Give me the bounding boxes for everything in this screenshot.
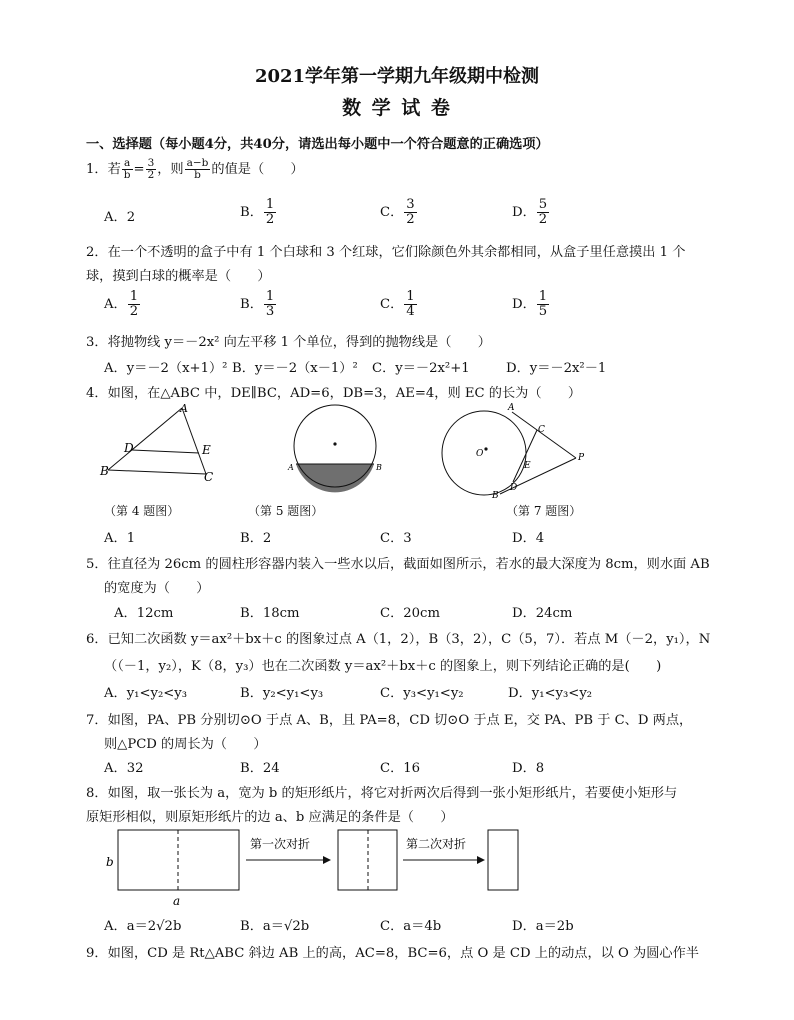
figure-5-circle	[284, 402, 394, 494]
question-2-line-1: 2．在一个不透明的盒子中有 1 个白球和 3 个红球，它们除颜色外其余都相同，从盒子里任意摸出 1 个	[86, 245, 686, 260]
q1-option-a[interactable]: A．2	[104, 210, 136, 225]
q2-option-c[interactable]: C． $\frac{1}{4}$	[380, 289, 415, 319]
q8-option-a[interactable]: A．a＝2√2b	[104, 919, 182, 934]
q7-option-c[interactable]: C．16	[380, 761, 421, 776]
q8-option-d[interactable]: D．a＝2b	[512, 919, 574, 934]
q6-option-c[interactable]: C．y₃<y₁<y₂	[380, 686, 464, 701]
q2-option-a[interactable]: A． $\frac{1}{2}$	[104, 289, 139, 319]
fig4-label-d: D	[124, 441, 134, 455]
q8-option-c[interactable]: C．a＝4b	[380, 919, 442, 934]
fig8-fold-2: 第二次对折	[406, 837, 467, 851]
fig4-label-b: B	[100, 464, 109, 478]
q7-option-d[interactable]: D．8	[512, 761, 545, 776]
q3-option-d[interactable]: D．y＝－2x²－1	[506, 361, 607, 376]
fig7-label-p: P	[578, 453, 585, 463]
q3-option-b[interactable]: B．y＝－2（x－1）²	[232, 361, 358, 376]
q3-option-c[interactable]: C．y＝－2x²+1	[372, 361, 470, 376]
figure-4-triangle	[96, 402, 236, 492]
figure-7-tangents	[440, 398, 590, 502]
question-7-line-1: 7．如图，PA、PB 分别切⊙O 于点 A、B，且 PA=8，CD 切⊙O 于点 E，交 PA、PB 于 C、D 两点，	[86, 713, 693, 728]
q1-option-d[interactable]: D． $\frac{5}{2}$	[512, 197, 548, 227]
question-8-line-1: 8．如图，取一张长为 a，宽为 b 的矩形纸片，将它对折两次后得到一张小矩形纸片，若要使小矩形与	[86, 786, 678, 801]
exam-title: 2021学年第一学期九年级期中检测	[254, 66, 540, 87]
q6-option-b[interactable]: B．y₂<y₁<y₃	[240, 686, 324, 701]
question-2-line-2: 球，摸到白球的概率是（ ）	[86, 269, 271, 284]
question-6-line-2: （（－1，y₂），K（8，y₃）也在二次函数 y＝ax²＋bx＋c 的图象上，则下列结论正确的是( )	[104, 659, 662, 674]
fig5-caption: （第 5 题图）	[248, 504, 324, 518]
q6-option-a[interactable]: A．y₁<y₂<y₃	[104, 686, 188, 701]
q1-option-c[interactable]: C． $\frac{3}{2}$	[380, 197, 415, 227]
q4-option-b[interactable]: B．2	[240, 531, 272, 546]
fig5-label-b: B	[376, 463, 382, 472]
exam-subtitle: 数 学 试 卷	[342, 97, 452, 119]
question-3: 3．将抛物线 y＝－2x² 向左平移 1 个单位，得到的抛物线是（ ）	[86, 335, 491, 350]
q5-option-a[interactable]: A．12cm	[114, 606, 174, 621]
question-1: 1．若 $\frac{a}{b}$ = $\frac{3}{2}$ ，则 $\frac{a-b}{b}$ 的值是（ ）	[86, 157, 304, 182]
q2-option-d[interactable]: D． $\frac{1}{5}$	[512, 289, 548, 319]
fig7-label-c: C	[538, 425, 545, 435]
q6-option-d[interactable]: D．y₁<y₃<y₂	[508, 686, 593, 701]
fig4-label-c: C	[204, 470, 214, 484]
q8-option-b[interactable]: B．a＝√2b	[240, 919, 310, 934]
fig7-label-d: D	[510, 483, 518, 493]
q5-option-c[interactable]: C．20cm	[380, 606, 440, 621]
question-5-line-2: 的宽度为（ ）	[104, 581, 210, 596]
fig4-caption: （第 4 题图）	[104, 504, 180, 518]
fig7-caption: （第 7 题图）	[506, 504, 582, 518]
question-7-line-2: 则△PCD 的周长为（ ）	[104, 737, 267, 752]
question-8-line-2: 原矩形相似，则原矩形纸片的边 a、b 应满足的条件是（ ）	[86, 810, 454, 825]
fig7-label-a: A	[508, 403, 515, 413]
q5-option-b[interactable]: B．18cm	[240, 606, 300, 621]
fig7-label-o: O	[476, 449, 484, 459]
fig8-label-b: b	[106, 855, 114, 869]
q7-option-a[interactable]: A．32	[104, 761, 144, 776]
q7-option-b[interactable]: B．24	[240, 761, 280, 776]
q5-option-d[interactable]: D．24cm	[512, 606, 573, 621]
q4-option-c[interactable]: C．3	[380, 531, 412, 546]
q4-option-d[interactable]: D．4	[512, 531, 545, 546]
question-4: 4．如图，在△ABC 中，DE∥BC，AD=6，DB=3，AE=4，则 EC 的长为（ ）	[86, 386, 582, 401]
question-5-line-1: 5．往直径为 26cm 的圆柱形容器内装入一些水以后，截面如图所示，若水的最大深度为 8cm，则水面 AB	[86, 557, 710, 572]
fig8-fold-1: 第一次对折	[250, 837, 311, 851]
fig4-label-a: A	[180, 402, 188, 415]
section-heading: 一、选择题（每小题4分，共40分，请选出每小题中一个符合题意的正确选项）	[86, 137, 549, 152]
fig7-label-b: B	[492, 491, 499, 501]
q2-option-b[interactable]: B． $\frac{1}{3}$	[240, 289, 275, 319]
question-9-line-1: 9．如图，CD 是 Rt△ABC 斜边 AB 上的高，AC=8，BC=6，点 O 是 CD 上的动点，以 O 为圆心作半	[86, 946, 699, 961]
fig4-label-e: E	[202, 443, 211, 457]
fig8-label-a: a	[173, 894, 181, 908]
question-6-line-1: 6．已知二次函数 y＝ax²＋bx＋c 的图象过点 A（1，2），B（3，2），C（5，7）．若点 M（－2，y₁），N	[86, 632, 711, 647]
fig5-label-a: A	[288, 463, 294, 472]
q4-option-a[interactable]: A．1	[104, 531, 136, 546]
figure-8-folding	[100, 826, 530, 908]
q3-option-a[interactable]: A．y＝－2（x+1）²	[104, 361, 228, 376]
q1-option-b[interactable]: B． $\frac{1}{2}$	[240, 197, 275, 227]
fig7-label-e: E	[524, 461, 531, 471]
